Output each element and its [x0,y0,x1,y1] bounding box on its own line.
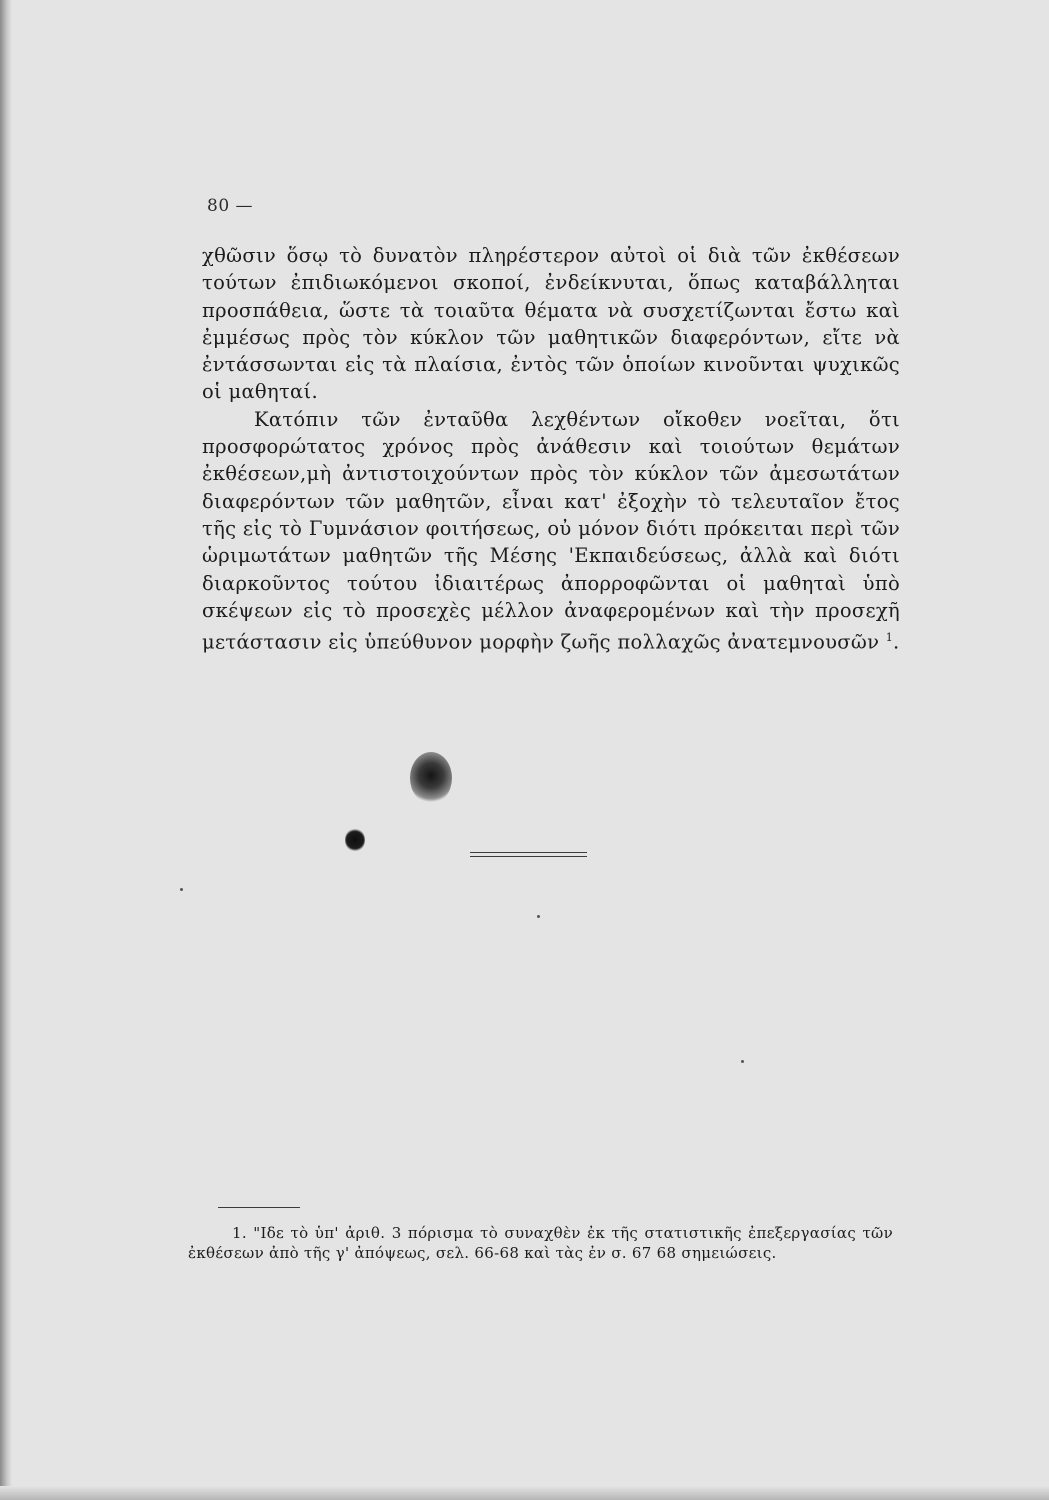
main-text [202,242,900,656]
speck [741,1060,744,1063]
paragraph-2-end: . [893,630,900,654]
ink-blot-large [410,752,452,804]
footnote [188,1223,893,1263]
ink-blot-small [345,828,365,852]
footnote-reference: 1 [885,631,894,645]
paragraph-2 [202,406,900,656]
page-number: 80 — [207,196,254,216]
section-divider [470,852,587,857]
scan-edge-bottom [0,1486,1049,1500]
scan-edge-left [0,0,12,1500]
speck [537,915,540,918]
speck [180,888,183,891]
paragraph-1: χθῶσιν ὅσῳ τὸ δυνατὸν πληρέστερον αὐτοὶ οἱ διὰ τῶν ἐκθέσεων τούτων ἐπιδιωκόμενοι σκοποί, ἐνδείκνυται, ὅπως καταβάλληται προσπάθεια, ὥστε τὰ τοιαῦτα θέματα νὰ συσχετίζωνται ἔστω καὶ ἐμμέσως πρὸς τὸν κύκλον τῶν μαθητικῶν διαφερόντων, εἴτε νὰ ἐντάσσωνται εἰς τὰ πλαίσια, ἐντὸς τῶν ὁποίων κινοῦνται ψυχικῶς οἱ μαθηταί. [202,244,900,404]
paragraph-2-text: Κατόπιν τῶν ἐνταῦθα λεχθέντων οἴκοθεν νοεῖται, ὅτι προσφορώτατος χρόνος πρὸς ἀνάθεσιν καὶ τοιούτων θεμάτων ἐκθέσεων,μὴ ἀντιστοιχούντων πρὸς τὸν κύκλον τῶν ἀμεσωτάτων διαφερόντων τῶν μαθητῶν, εἶναι κατ' ἐξοχὴν τὸ τελευταῖον ἔτος τῆς εἰς τὸ Γυμνάσιον φοιτήσεως, οὐ μόνον διότι πρόκειται περὶ τῶν ὡριμωτάτων μαθητῶν τῆς Μέσης 'Εκπαιδεύσεως, ἀλλὰ καὶ διότι διαρκοῦντος τούτου ἰδιαιτέρως ἀπορροφῶνται οἱ μαθηταὶ ὑπὸ σκέψεων εἰς τὸ προσεχὲς μέλλον ἀναφερομένων καὶ τὴν προσεχῆ μετάστασιν εἰς ὑπεύθυνον μορφὴν ζωῆς πολλαχῶς ἀνατεμνουσῶν [202,407,900,654]
footnote-text: 1. "Ιδε τὸ ὑπ' ἀριθ. 3 πόρισμα τὸ συναχθὲν ἐκ τῆς στατιστικῆς ἐπεξεργασίας τῶν ἐκθέσεων ἀπὸ τῆς γ' ἀπόψεως, σελ. 66-68 καὶ τὰς ἐν σ. 67 68 σημειώσεις. [188,1224,893,1262]
footnote-divider [218,1207,300,1208]
